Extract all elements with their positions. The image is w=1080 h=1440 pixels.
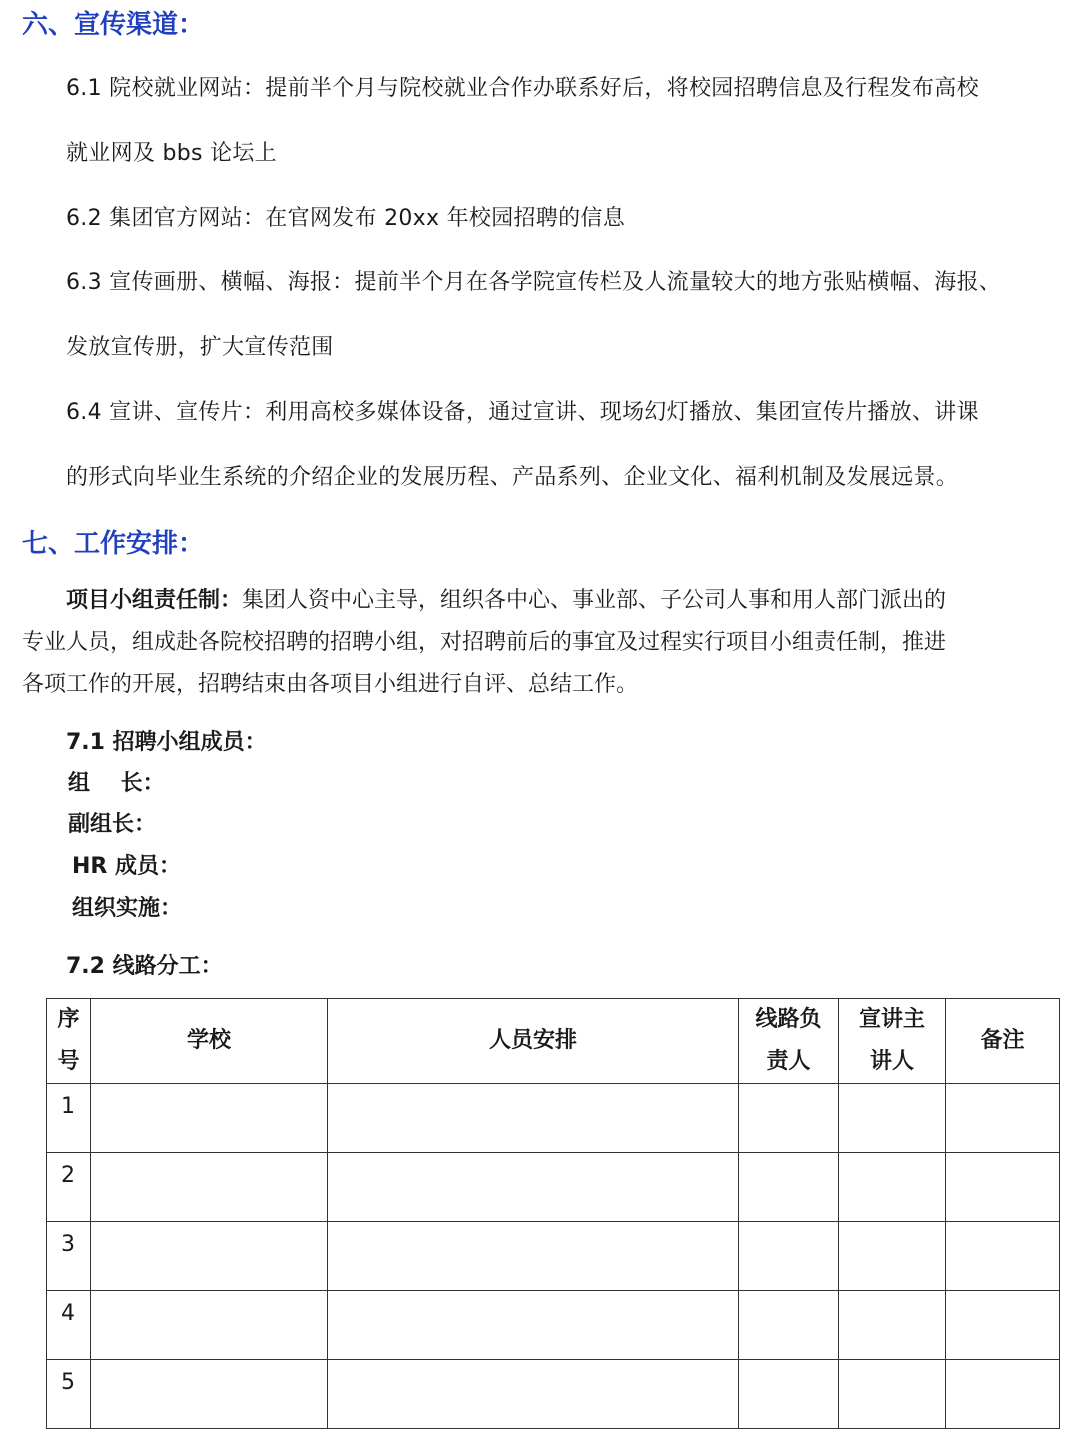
section-6-heading: 六、宣传渠道： — [22, 10, 205, 40]
row-index: 1 — [47, 1084, 91, 1153]
cell-remarks — [946, 1291, 1060, 1360]
sub-heading-7-2: 7.2 线路分工： — [66, 954, 223, 979]
route-assignment-table — [46, 998, 1060, 1429]
cell-route-lead — [739, 1153, 839, 1222]
header-speaker: 宣讲主 讲人 — [839, 999, 946, 1084]
cell-remarks — [946, 1222, 1060, 1291]
cell-remarks — [946, 1153, 1060, 1222]
section-7-heading: 七、工作安排： — [22, 529, 205, 559]
item-6-3-line2: 发放宣传册，扩大宣传范围 — [66, 335, 334, 360]
cell-staffing — [328, 1360, 739, 1429]
row-index: 3 — [47, 1222, 91, 1291]
item-6-4-line1: 6.4 宣讲、宣传片：利用高校多媒体设备，通过宣讲、现场幻灯播放、集团宣传片播放、讲课 — [66, 400, 979, 425]
member-implementation: 组织实施： — [72, 896, 183, 921]
cell-speaker — [839, 1153, 946, 1222]
header-school: 学校 — [91, 999, 328, 1084]
cell-school — [91, 1084, 328, 1153]
table-row — [47, 1084, 1060, 1153]
table-row — [47, 1222, 1060, 1291]
header-route-lead: 线路负 责人 — [739, 999, 839, 1084]
item-6-2-line1: 6.2 集团官方网站：在官网发布 20xx 年校园招聘的信息 — [66, 206, 626, 231]
member-deputy-leader: 副组长： — [68, 812, 157, 837]
member-hr: HR 成员： — [72, 854, 182, 879]
member-leader: 组 长： — [68, 771, 165, 796]
cell-route-lead — [739, 1291, 839, 1360]
item-6-4-line2: 的形式向毕业生系统的介绍企业的发展历程、产品系列、企业文化、福利机制及发展远景。 — [66, 465, 959, 490]
cell-staffing — [328, 1291, 739, 1360]
cell-remarks — [946, 1084, 1060, 1153]
table-row — [47, 1153, 1060, 1222]
cell-speaker — [839, 1222, 946, 1291]
intro-line1 — [66, 586, 946, 616]
cell-route-lead — [739, 1360, 839, 1429]
sub-heading-7-1: 7.1 招聘小组成员： — [66, 730, 267, 755]
cell-route-lead — [739, 1222, 839, 1291]
cell-route-lead — [739, 1084, 839, 1153]
cell-school — [91, 1291, 328, 1360]
cell-school — [91, 1153, 328, 1222]
cell-speaker — [839, 1084, 946, 1153]
table-header-row — [47, 999, 1060, 1084]
cell-staffing — [328, 1153, 739, 1222]
cell-speaker — [839, 1291, 946, 1360]
cell-school — [91, 1360, 328, 1429]
intro-line3: 各项工作的开展，招聘结束由各项目小组进行自评、总结工作。 — [22, 672, 639, 697]
intro-line2: 专业人员，组成赴各院校招聘的招聘小组，对招聘前后的事宜及过程实行项目小组责任制，推进 — [22, 630, 947, 655]
header-remarks: 备注 — [946, 999, 1060, 1084]
table-row — [47, 1291, 1060, 1360]
cell-school — [91, 1222, 328, 1291]
cell-staffing — [328, 1222, 739, 1291]
intro-line1-text: 集团人资中心主导，组织各中心、事业部、子公司人事和用人部门派出的 — [242, 588, 947, 613]
row-index: 5 — [47, 1360, 91, 1429]
row-index: 4 — [47, 1291, 91, 1360]
header-staffing: 人员安排 — [328, 999, 739, 1084]
cell-staffing — [328, 1084, 739, 1153]
header-index: 序 号 — [47, 999, 91, 1084]
row-index: 2 — [47, 1153, 91, 1222]
item-6-1-line2: 就业网及 bbs 论坛上 — [66, 141, 277, 166]
item-6-1-line1: 6.1 院校就业网站：提前半个月与院校就业合作办联系好后，将校园招聘信息及行程发布高校 — [66, 76, 979, 101]
intro-bold-label: 项目小组责任制： — [66, 588, 243, 613]
cell-remarks — [946, 1360, 1060, 1429]
item-6-3-line1: 6.3 宣传画册、横幅、海报：提前半个月在各学院宣传栏及人流量较大的地方张贴横幅、海报、 — [66, 270, 1002, 295]
table-row — [47, 1360, 1060, 1429]
cell-speaker — [839, 1360, 946, 1429]
